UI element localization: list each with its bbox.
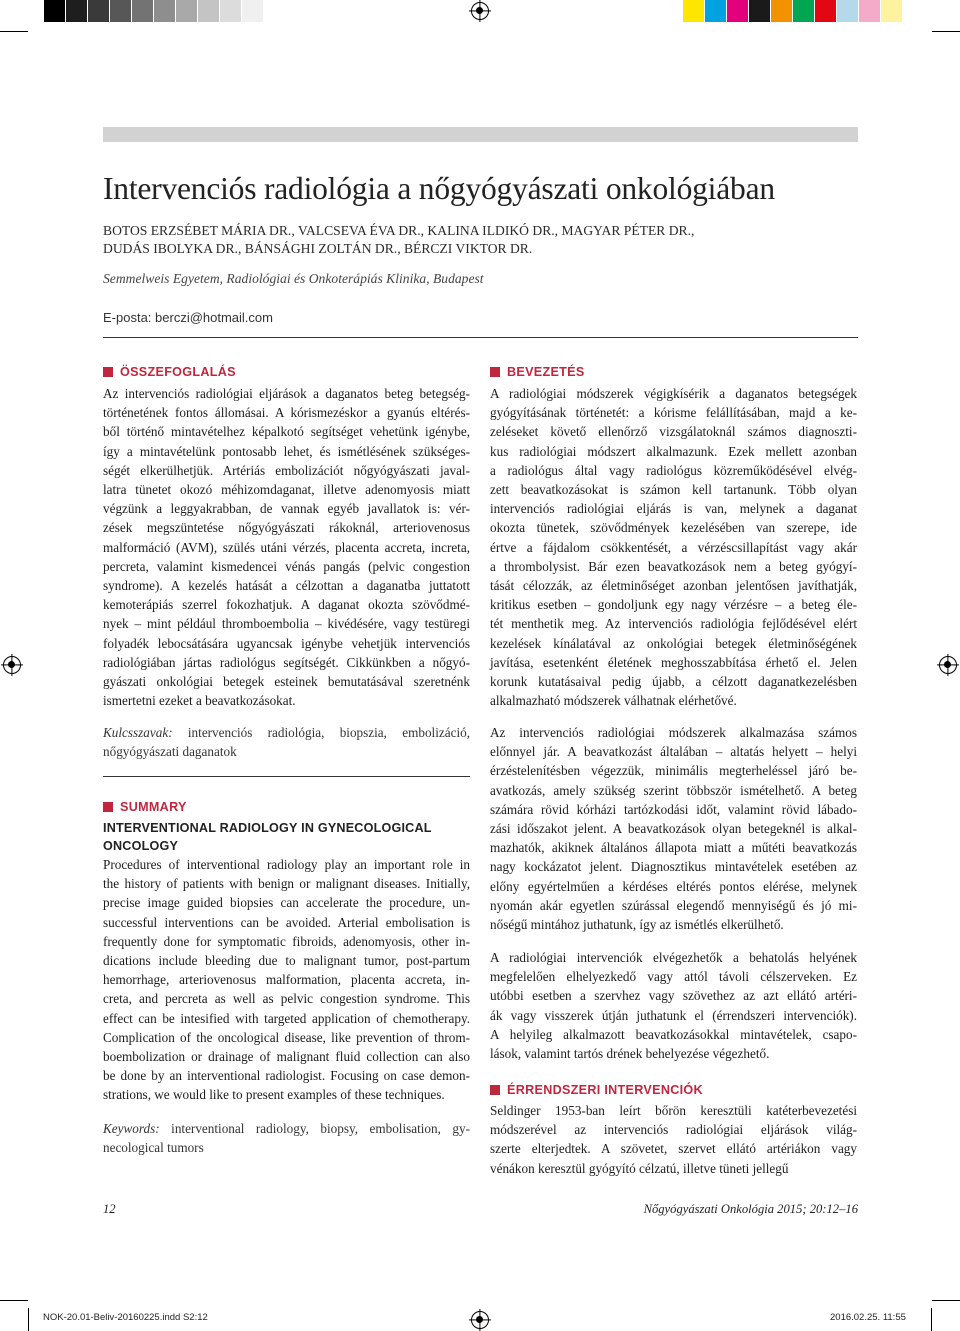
abstract-hu-body: [103, 384, 470, 710]
color-swatch: [88, 0, 109, 22]
crop-mark: [932, 1300, 960, 1301]
color-swatch: [242, 0, 263, 22]
text-line: the history of patients with benign or malignant diseases. Initially,: [103, 876, 470, 892]
text-line: módszerével az intervenciós radiológiai eljárások világ-: [490, 1122, 857, 1138]
color-swatch: [176, 0, 197, 22]
text-line: nőségű mintához juthatunk, így az ismétlés elkerülhető.: [490, 917, 784, 933]
text-line: syndrome). A kezelés hatását a célzottan a daganatba juttatott: [103, 578, 470, 594]
text-line: előny egyértelműen a kérdéses eltérés pontos elérése, melynek: [490, 878, 857, 894]
process-color-bar: [683, 0, 925, 22]
crop-mark: [0, 31, 28, 32]
keywords-text: intervenciós radiológia, biopszia, embolizáció,: [172, 725, 470, 740]
color-swatch: [705, 0, 726, 22]
text-line: hemorrhage, arteriovenosus malformation, placenta accreta, in-: [103, 972, 470, 988]
section-square-icon: [103, 802, 113, 812]
text-line: zett beavatkozásokat is számon kell tartanunk. Több olyan: [490, 482, 857, 498]
heading-text: SUMMARY: [120, 800, 187, 814]
text-line: effect can be intesified with targeted application of chemotherapy.: [103, 1010, 470, 1026]
color-swatch: [44, 0, 65, 22]
keywords-line: necological tumors: [103, 1140, 204, 1156]
color-swatch: [815, 0, 836, 22]
color-swatch: [198, 0, 219, 22]
text-line: nagy kockázatot jelent. Diagnosztikus mintavételek esetében az: [490, 859, 857, 875]
text-line: ismertetni ezeket a beavatkozásokat.: [103, 693, 296, 709]
text-line: javítása, esetenként életének meghosszabbítása érhető el. Jelen: [490, 654, 857, 670]
text-line: nyek – mint például thromboembolia – kivédésére, vagy testüregi: [103, 616, 470, 632]
text-line: Seldinger 1953-ban leírt bőrön keresztüli katéterbevezetési: [490, 1103, 857, 1118]
text-line: zések megszüntetése nőgyógyászati rákoknál, arteriovenosus: [103, 520, 470, 536]
text-line: kus radiológiai módszert alkalmazunk. Ezek mellett azonban: [490, 443, 857, 459]
crop-mark: [28, 1308, 29, 1331]
text-line: frequently done for symptomatic fibroids, adenomyosis, other in-: [103, 933, 470, 949]
color-swatch: [132, 0, 153, 22]
text-line: előnnyel jár. A beavatkozást általában – altatás helyett – helyi: [490, 744, 857, 760]
text-line: Az intervenciós radiológiai eljárások a daganatos beteg betegség-: [103, 386, 470, 401]
color-swatch: [110, 0, 131, 22]
text-line: kritikus esetben – gondoljunk egy nagy vérzésre – a beteg éle-: [490, 597, 857, 613]
color-swatch: [683, 0, 704, 22]
text-line: Az intervenciós radiológiai módszerek alkalmazása számos: [490, 725, 857, 740]
keywords-line: [103, 1119, 470, 1138]
text-line: radiológiában jártas radiológus segítségét. Cikkünkben a nőgyó-: [103, 654, 470, 670]
registration-mark-icon: [471, 2, 489, 20]
color-swatch: [727, 0, 748, 22]
introduction-heading: [490, 365, 585, 379]
text-line: lások, valamint tartós drének behelyezése végezhető.: [490, 1046, 770, 1062]
summary-heading: [103, 800, 187, 814]
text-line: precise image guided biopsies can accelerate the procedure, un-: [103, 895, 470, 911]
color-swatch: [837, 0, 858, 22]
keywords-text: interventional radiology, biopsy, embolisation, gy-: [159, 1121, 470, 1136]
text-line: ségét elkerülhetjük. Artériás embolizációt nőgyógyászati javal-: [103, 462, 470, 478]
text-line: Procedures of interventional radiology play an important role in: [103, 857, 470, 872]
text-line: ből történő mintavételhez képalkotó segítséget vehetünk igénybe,: [103, 424, 470, 440]
contact-email: E-posta: berczi@hotmail.com: [103, 310, 273, 325]
crop-mark: [932, 31, 960, 32]
text-line: nyomán akár egyetlen szúrással elegendő mennyiségű és jó mi-: [490, 897, 857, 913]
text-line: malformáció (AVM), szülés utáni vérzés, placenta accreta, increta,: [103, 539, 470, 555]
text-line: tét menthetik meg. Az intervenciós radiológia fejlődésével elért: [490, 616, 857, 632]
text-line: megfelelően elhelyezkedő vagy attól távoli célszerveken. Ez: [490, 969, 857, 985]
text-line: zási időszakot jelent. A beavatkozások olyan betegeknél is alkal-: [490, 821, 857, 837]
section-square-icon: [103, 367, 113, 377]
text-line: a radiológus által vagy radiológus közreműködésével elvég-: [490, 462, 857, 478]
keywords-label: Keywords:: [103, 1121, 160, 1136]
keywords-label: Kulcsszavak:: [103, 725, 173, 740]
summary-body: [103, 855, 470, 1105]
color-swatch: [771, 0, 792, 22]
color-swatch: [859, 0, 880, 22]
text-line: successful interventions can be avoided. Arterial embolisation is: [103, 914, 470, 930]
text-line: Complication of the oncological disease, like prevention of throm-: [103, 1029, 470, 1045]
grayscale-color-bar: [44, 0, 264, 22]
text-line: be done by an interventional radiologist. Focusing on case demon-: [103, 1068, 470, 1084]
slug-timestamp: 2016.02.25. 11:55: [830, 1312, 906, 1323]
text-line: strations, we would like to present examples of these techniques.: [103, 1087, 445, 1103]
author-line: DUDÁS IBOLYKA DR., BÁNSÁGHI ZOLTÁN DR., BÉRCZI VIKTOR DR.: [103, 241, 533, 256]
advantages-paragraph: [490, 723, 857, 934]
header-band: [103, 127, 858, 142]
crop-mark: [0, 1300, 28, 1301]
keywords-line: nőgyógyászati daganatok: [103, 744, 237, 760]
section-square-icon: [490, 1085, 500, 1095]
text-line: alkalmazható módszerek válhatnak elérhetővé.: [490, 693, 737, 709]
text-line: boembolization or drainage of malignant fluid collection can also: [103, 1049, 470, 1065]
text-line: utóbbi esetben a szervhez vagy szövethez az azt ellátó artéri-: [490, 988, 857, 1004]
article-title: Intervenciós radiológia a nőgyógyászati onkológiában: [103, 171, 775, 206]
text-line: végzünk a leggyakrabban, de vannak egyéb javallatok is: vér-: [103, 501, 470, 517]
text-line: tását célozzák, az életminőséget azonban jelentősen javíthatják,: [490, 578, 857, 594]
text-line: számára rövid kórházi tartózkodási időt, valamint rövid lábado-: [490, 801, 857, 817]
journal-citation: Nőgyógyászati Onkológia 2015; 20:12–16: [643, 1202, 858, 1216]
keywords-hu: [103, 723, 470, 761]
text-line: intervenciós radiológiai eljárás is van, melynek a daganat: [490, 501, 857, 517]
color-swatch: [66, 0, 87, 22]
text-line: avatkozás, amely szükség szerint többször ismételhető. A beteg: [490, 782, 857, 798]
summary-subtitle-line: ONCOLOGY: [103, 839, 179, 853]
text-line: kezelések kínálatával az onkológiai betegek életminőségének: [490, 635, 857, 651]
text-line: ák vagy visszerek útján juthatunk el (érrendszeri intervenciók).: [490, 1007, 857, 1023]
registration-mark-icon: [3, 656, 21, 674]
intervention-sites-paragraph: [490, 948, 857, 1063]
introduction-body: [490, 384, 857, 710]
text-line: kemoterápiás szerrel fokozhatjuk. A daganat okozta szövődmé-: [103, 597, 470, 613]
text-line: gyógyításának történetét: a kórisme felállításában, majd a ke-: [490, 405, 857, 421]
text-line: a thrombolysist. Bár ezen beavatkozások nem a beteg gyógyí-: [490, 558, 857, 574]
color-swatch: [154, 0, 175, 22]
heading-text: BEVEZETÉS: [507, 365, 585, 379]
keywords-divider: [103, 776, 470, 777]
text-line: A radiológiai módszerek végigkísérik a daganatos betegségek: [490, 386, 857, 401]
page-number: 12: [103, 1202, 116, 1216]
color-swatch: [749, 0, 770, 22]
text-line: creta, and percreta as well as pelvic congestion syndrome. This: [103, 991, 470, 1007]
text-line: A radiológiai intervenciók elvégezhetők a behatolás helyének: [490, 950, 857, 965]
summary-subtitle: [103, 819, 432, 855]
text-line: percreta, valamint kismedencei vénás pangás (pelvic congestion: [103, 558, 470, 574]
text-line: gyászati onkológiai betegek esteinek bemutatásával szeretnénk: [103, 674, 470, 690]
text-line: értve a fájdalom csökkentését, a vérzéscsillapítást vagy akár: [490, 539, 857, 555]
header-divider: [103, 337, 858, 338]
text-line: zeléseket követő ellenőrző vizsgálatoknál számos diagnoszti-: [490, 424, 857, 440]
color-swatch: [220, 0, 241, 22]
registration-mark-icon: [939, 656, 957, 674]
color-swatch: [903, 0, 924, 22]
text-line: dications include bleeding due to malignant tumor, post-partum: [103, 953, 470, 969]
keywords-line: [103, 723, 470, 742]
text-line: folyadék lebocsátására ugyancsak igénybe vehetjük intervenciós: [103, 635, 470, 651]
heading-text: ÉRRENDSZERI INTERVENCIÓK: [507, 1083, 703, 1097]
text-line: érzéstelenítésben végezzük, minimális megterheléssel járó be-: [490, 763, 857, 779]
abstract-hu-heading: [103, 365, 236, 379]
author-line: BOTOS ERZSÉBET MÁRIA DR., VALCSEVA ÉVA DR., KALINA ILDIKÓ DR., MAGYAR PÉTER DR.,: [103, 223, 695, 238]
slug-filename: NOK-20.01-Beliv-20160225.indd S2:12: [43, 1312, 208, 1323]
vascular-interventions-body: [490, 1101, 857, 1178]
heading-text: ÖSSZEFOGLALÁS: [120, 365, 236, 379]
author-list: [103, 222, 694, 258]
text-line: okozta tünetek, szövődmények kezelésében van szerepe, ide: [490, 520, 857, 536]
text-line: A helyileg alkalmazott beavatkozásokkal mintavételek, csapo-: [490, 1026, 857, 1042]
text-line: vénákon keresztül gyógyító célzatú, illetve tüneti jellegű: [490, 1160, 789, 1176]
vascular-interventions-heading: [490, 1083, 703, 1097]
text-line: történetének fontos állomásai. A kórismezéskor a gyanús eltérés-: [103, 405, 470, 421]
section-square-icon: [490, 367, 500, 377]
crop-mark: [931, 1308, 932, 1331]
text-line: mazhatók, akiknek általános állapota miatt a műtéti beavatkozás: [490, 840, 857, 856]
color-swatch: [881, 0, 902, 22]
summary-subtitle-line: INTERVENTIONAL RADIOLOGY IN GYNECOLOGICAL: [103, 821, 432, 835]
text-line: így a mintavételünk pontosabb lehet, és ismétlésének szükséges-: [103, 443, 470, 459]
keywords-en: [103, 1119, 470, 1157]
text-line: latra tünetet okozó méhizomdaganat, illetve adenomyosis miatt: [103, 482, 470, 498]
text-line: korunk kutatásaival pedig újabb, a célzott daganatkezelésben: [490, 674, 857, 690]
text-line: szerte elterjedtek. A szövetet, szervet ellátó artériákon vagy: [490, 1141, 857, 1157]
affiliation: Semmelweis Egyetem, Radiológiai és Onkoterápiás Klinika, Budapest: [103, 271, 484, 286]
registration-mark-icon: [471, 1311, 489, 1329]
color-swatch: [793, 0, 814, 22]
